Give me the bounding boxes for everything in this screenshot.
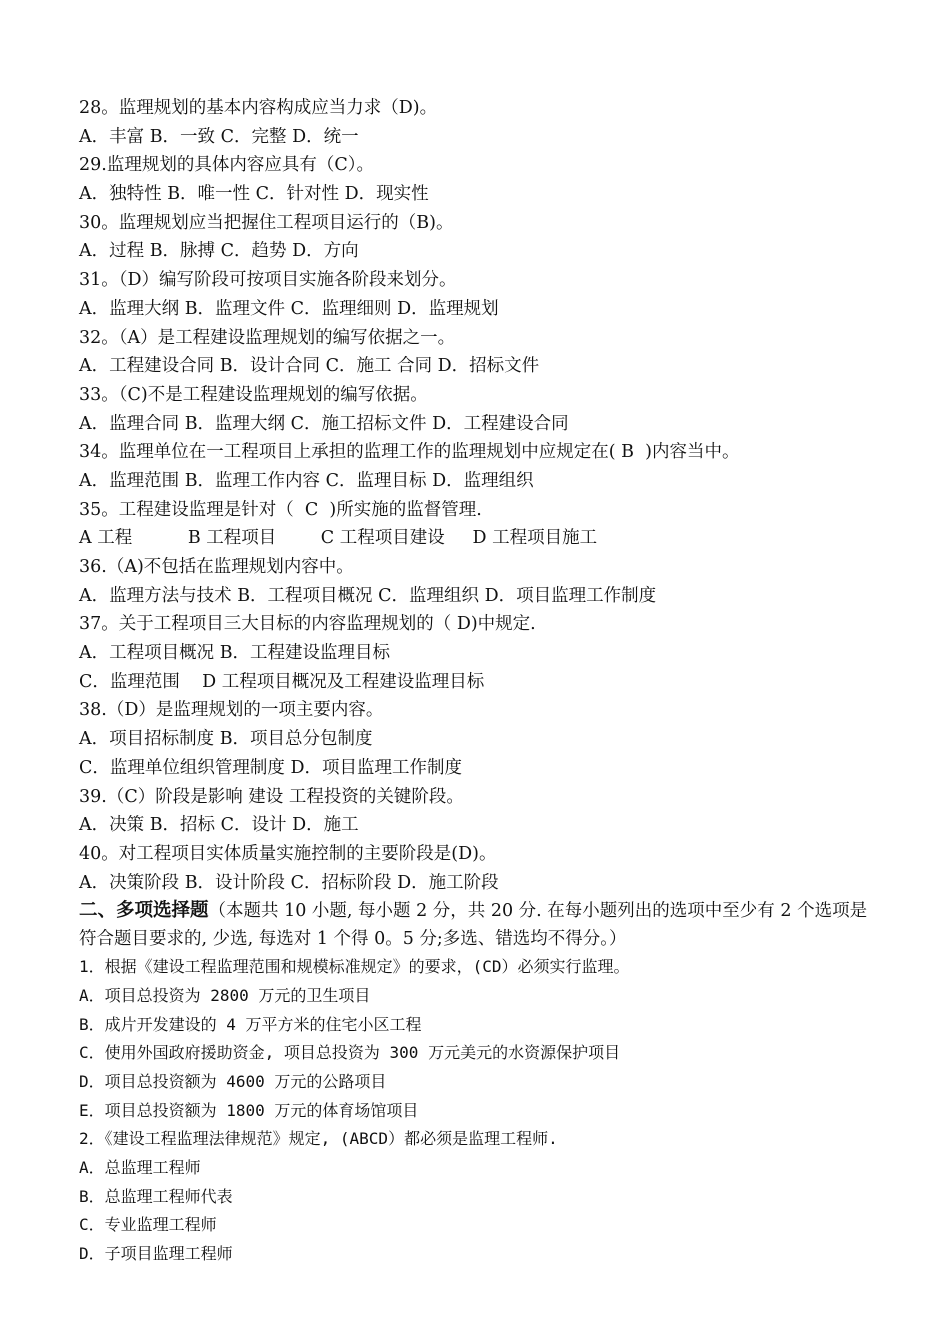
section-instructions: （本题共 10 小题, 每小题 2 分，共 20 分. 在每小题列出的选项中至少有 2 个选项是符合题目要求的, 少选, 每选对 1 个得 0。5 分;多选、错选均不得分。）: [79, 901, 868, 950]
question-text: 31。（D）编写阶段可按项目实施各阶段来划分。: [79, 270, 457, 291]
option-e: E．项目总投资额为 1800 万元的体育场馆项目: [79, 1100, 419, 1120]
question-32: [79, 324, 879, 381]
question-options: A．过程 B．脉搏 C．趋势 D．方向: [79, 241, 359, 262]
question-options: A．工程建设合同 B．设计合同 C．施工 合同 D．招标文件: [79, 356, 540, 377]
section-heading-multiple-choice: [79, 897, 879, 953]
question-text: 32。（A）是工程建设监理规划的编写依据之一。: [79, 327, 456, 348]
question-options: A．决策 B．招标 C．设计 D．施工: [79, 815, 359, 836]
question-34: [79, 438, 879, 495]
question-options: C．监理单位组织管理制度 D．项目监理工作制度: [79, 757, 462, 778]
question-39: [79, 783, 879, 840]
question-text: 39.（C）阶段是影响 建设 工程投资的关键阶段。: [79, 786, 464, 807]
question-30: [79, 209, 879, 266]
question-options: A 工程 B 工程项目 C 工程项目建设 D 工程项目施工: [79, 528, 598, 549]
question-text: 2．《建设工程监理法律规范》规定, (ABCD）都必须是监理工程师.: [79, 1129, 558, 1149]
question-31: [79, 266, 879, 323]
question-text: 29.监理规划的具体内容应具有（C）。: [79, 155, 374, 176]
multi-question-1: [79, 953, 879, 1125]
question-options: A．工程项目概况 B．工程建设监理目标: [79, 643, 391, 664]
question-options: A．项目招标制度 B．项目总分包制度: [79, 729, 373, 750]
question-40: [79, 840, 879, 897]
question-options: A．丰富 B．一致 C．完整 D．统一: [79, 126, 359, 147]
question-options: A．独特性 B．唯一性 C．针对性 D．现实性: [79, 184, 429, 205]
option-c: C．专业监理工程师: [79, 1215, 217, 1235]
question-options: A．监理范围 B．监理工作内容 C．监理目标 D．监理组织: [79, 470, 534, 491]
question-text: 36.（A)不包括在监理规划内容中。: [79, 557, 354, 577]
question-options: A．决策阶段 B．设计阶段 C．招标阶段 D．施工阶段: [79, 872, 499, 893]
option-b: B．成片开发建设的 4 万平方米的住宅小区工程: [79, 1014, 422, 1034]
question-35: [79, 496, 879, 553]
document-page: [79, 94, 879, 1269]
question-text: 35。工程建设监理是针对（ C )所实施的监督管理.: [79, 499, 482, 520]
option-a: A．项目总投资为 2800 万元的卫生项目: [79, 985, 371, 1005]
question-33: [79, 381, 879, 438]
question-text: 40。对工程项目实体质量实施控制的主要阶段是(D)。: [79, 843, 497, 864]
question-29: [79, 151, 879, 208]
question-text: 38.（D）是监理规划的一项主要内容。: [79, 700, 384, 721]
question-text: 34。监理单位在一工程项目上承担的监理工作的监理规划中应规定在( B )内容当中。: [79, 442, 740, 463]
question-text: 37。关于工程项目三大目标的内容监理规划的（ D)中规定.: [79, 614, 536, 635]
question-37: [79, 610, 879, 696]
multi-question-2: [79, 1125, 879, 1268]
question-text: 28。监理规划的基本内容构成应当力求（D)。: [79, 98, 438, 118]
question-38: [79, 696, 879, 782]
question-text: 30。监理规划应当把握住工程项目运行的（B)。: [79, 212, 454, 233]
question-options: A．监理方法与技术 B．工程项目概况 C．监理组织 D．项目监理工作制度: [79, 585, 657, 606]
question-options: C．监理范围 D 工程项目概况及工程建设监理目标: [79, 671, 485, 692]
question-text: 33。（C)不是工程建设监理规划的编写依据。: [79, 384, 428, 405]
option-d: D．子项目监理工程师: [79, 1244, 233, 1264]
question-36: [79, 553, 879, 610]
option-b: B．总监理工程师代表: [79, 1186, 233, 1206]
option-a: A．总监理工程师: [79, 1158, 201, 1178]
question-options: A．监理大纲 B．监理文件 C．监理细则 D．监理规划: [79, 298, 499, 319]
option-c: C．使用外国政府援助资金, 项目总投资为 300 万元美元的水资源保护项目: [79, 1043, 621, 1063]
question-text: 1．根据《建设工程监理范围和规模标准规定》的要求，(CD）必须实行监理。: [79, 957, 630, 977]
section-title: 二、多项选择题: [79, 900, 209, 922]
question-options: A．监理合同 B．监理大纲 C．施工招标文件 D．工程建设合同: [79, 413, 569, 434]
question-28: [79, 94, 879, 151]
option-d: D．项目总投资额为 4600 万元的公路项目: [79, 1072, 387, 1091]
